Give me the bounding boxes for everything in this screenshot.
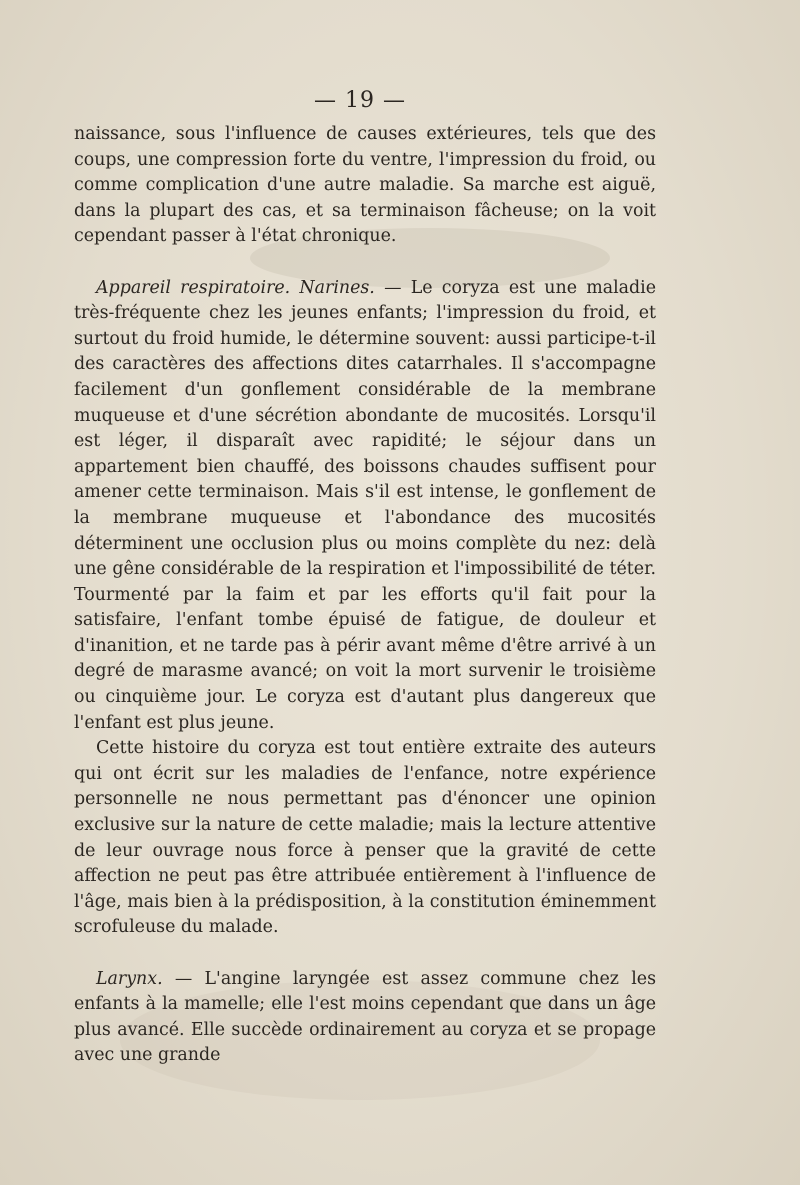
paragraph-narines: [74, 276, 656, 737]
section-heading-narines: Appareil respiratoire. Narines.: [96, 277, 375, 298]
section-heading-larynx: Larynx.: [96, 968, 163, 989]
paragraph-text: — L'angine laryngée est assez commune chez les enfants à la mamelle; elle l'est moins cependant que dans un âge plus avancé. Elle succède ordinairement au coryza et se propage avec une grande: [74, 968, 656, 1066]
body-text: [74, 122, 656, 1069]
page-number: — 19 —: [314, 88, 406, 113]
paragraph-continuation: [74, 122, 656, 250]
paragraph-coryza-history: [74, 736, 656, 941]
paragraph-text: Cette histoire du coryza est tout entière extraite des auteurs qui ont écrit sur les maladies de l'enfance, notre expérience personnelle ne nous permettant pas d'énoncer une opinion exclusive sur la nature de cette maladie; mais la lecture attentive de leur ouvrage nous force à penser que la gravité de cette affection ne peut pas être attribuée entièrement à l'influence de l'âge, mais bien à la prédisposition, à la constitution éminemment scrofuleuse du malade.: [74, 738, 656, 938]
paragraph-text: naissance, sous l'influence de causes extérieures, tels que des coups, une compression forte du ventre, l'impression du froid, ou comme complication d'une autre maladie. Sa marche est aiguë, dans la plupart des cas, et sa terminaison fâcheuse; on la voit cependant passer à l'état chronique.: [74, 124, 656, 247]
paragraph-text: — Le coryza est une maladie très-fréquente chez les jeunes enfants; l'impression du froid, et surtout du froid humide, le détermine souvent: aussi participe-t-il des caractères des affections dites catarrhales. Il s'accompagne facilement d'un gonflement considérable de la membrane muqueuse et d'une sécrétion abondante de mucosités. Lorsqu'il est léger, il disparaît avec rapidité; le séjour dans un appartement bien chauffé, des boissons chaudes suffisent pour amener cette terminaison. Mais s'il est intense, le gonflement de la membrane muqueuse et l'abondance des mucosités déterminent une occlusion plus ou moins complète du nez: delà une gêne considérable de la respiration et l'impossibilité de téter. Tourmenté par la faim et par les efforts qu'il fait pour la satisfaire, l'enfant tombe épuisé de fatigue, de douleur et d'inanition, et ne tarde pas à périr avant même d'être arrivé à un degré de marasme avancé; on voit la mort survenir le troisième ou cinquième jour. Le coryza est d'autant plus dangereux que l'enfant est plus jeune.: [74, 277, 656, 733]
paragraph-larynx: [74, 967, 656, 1069]
